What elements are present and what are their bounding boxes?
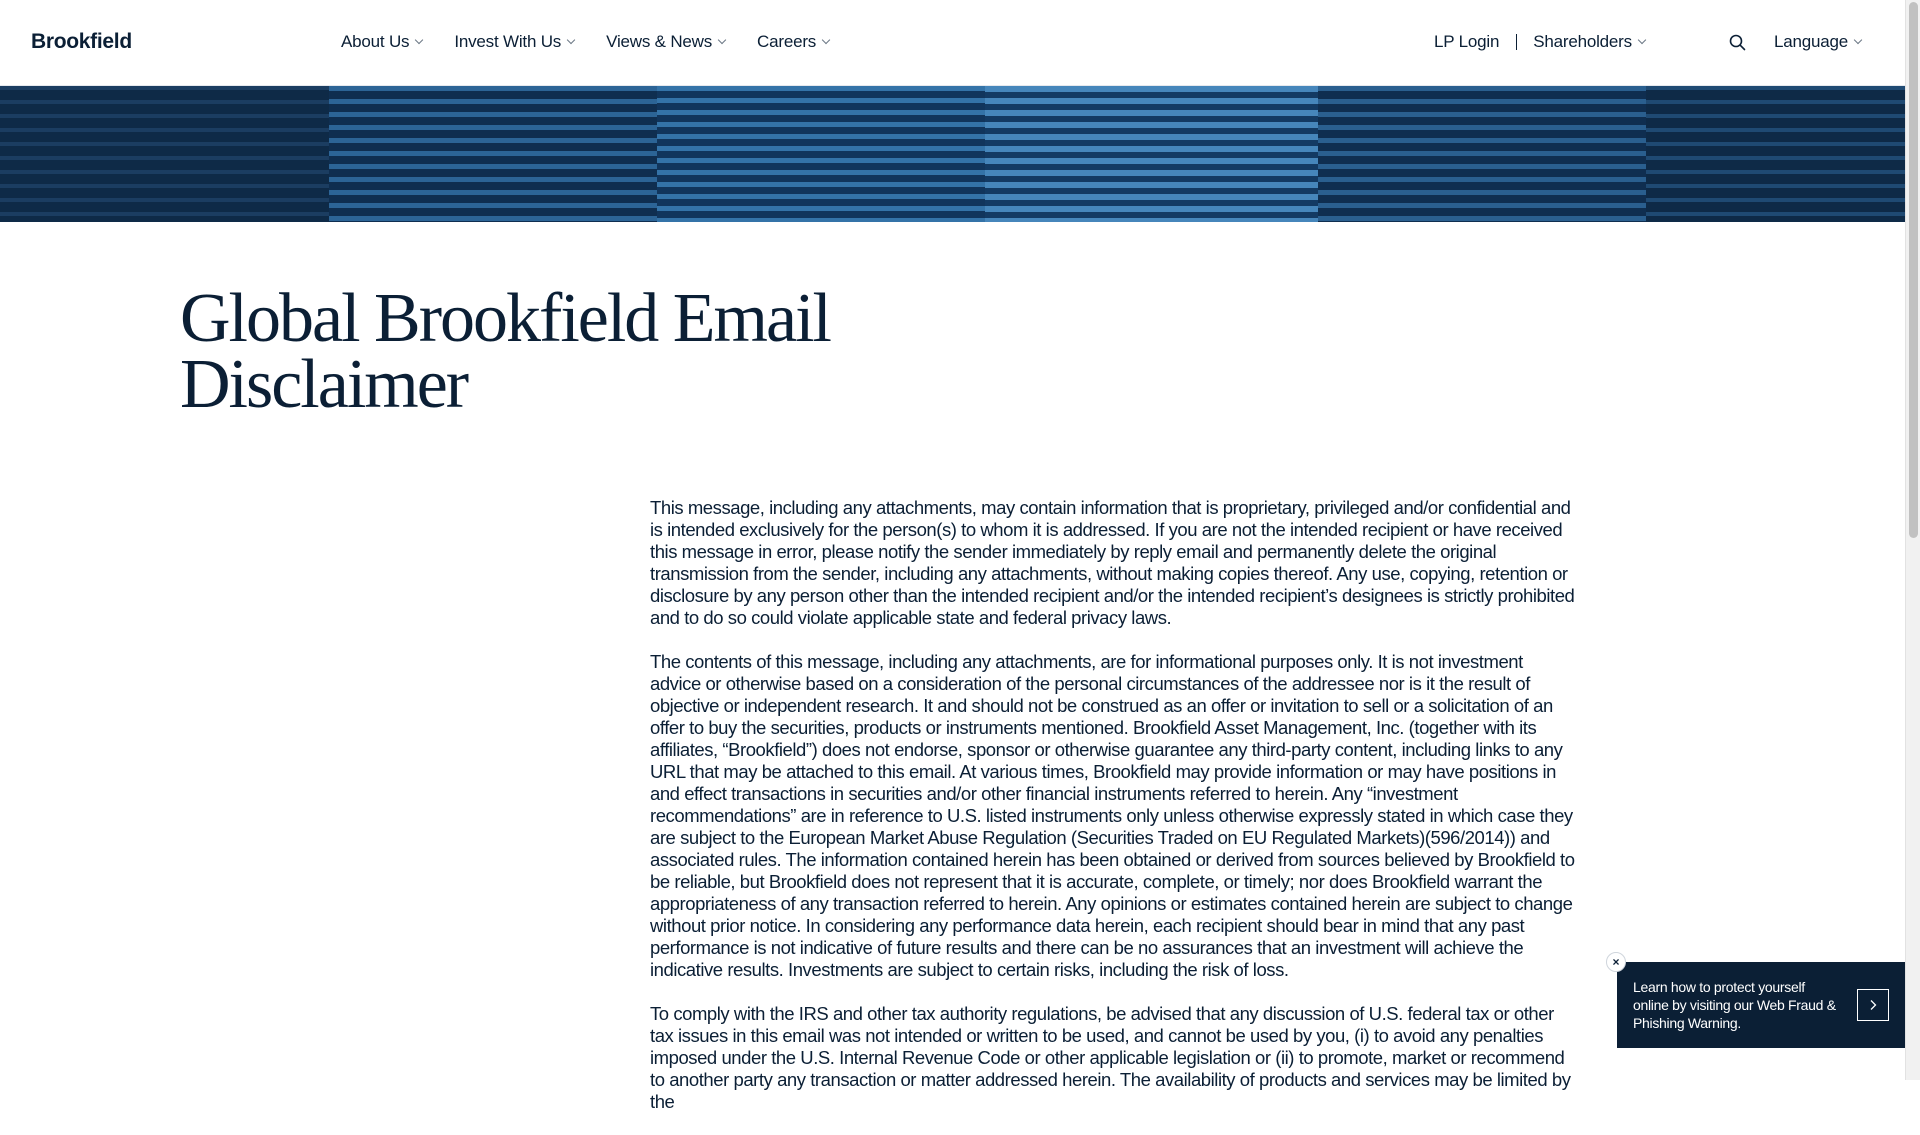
main-nav bbox=[341, 32, 861, 52]
page-scrollbar[interactable] bbox=[1905, 0, 1920, 1080]
chevron-down-icon bbox=[822, 36, 830, 44]
chevron-down-icon bbox=[567, 36, 575, 44]
page-title bbox=[180, 280, 940, 423]
nav-item-label: Views & News bbox=[606, 32, 713, 51]
nav-divider bbox=[1516, 34, 1517, 50]
nav-item-invest-with-us[interactable] bbox=[454, 32, 574, 52]
nav-item-about-us[interactable] bbox=[341, 32, 422, 52]
fraud-warning-popup bbox=[1617, 962, 1905, 1048]
nav-item-label: Careers bbox=[757, 32, 817, 51]
page-title-line: Global Brookfield Email bbox=[180, 280, 830, 357]
nav-item-label: Invest With Us bbox=[454, 32, 562, 51]
fraud-warning-link-button[interactable] bbox=[1857, 989, 1889, 1021]
shareholders-label: Shareholders bbox=[1533, 32, 1632, 51]
brookfield-logo[interactable]: Brookfield bbox=[31, 30, 132, 53]
scrollbar-thumb[interactable] bbox=[1909, 2, 1918, 538]
language-selector[interactable] bbox=[1774, 32, 1861, 52]
chevron-down-icon bbox=[718, 36, 726, 44]
chevron-down-icon bbox=[415, 36, 423, 44]
page-title-line: Disclaimer bbox=[180, 346, 468, 423]
banner-stripe-band bbox=[985, 86, 1318, 222]
site-header bbox=[0, 0, 1905, 86]
search-icon bbox=[1728, 33, 1748, 53]
utility-nav bbox=[1434, 32, 1645, 52]
banner-stripe-band bbox=[657, 86, 985, 222]
search-button[interactable] bbox=[1728, 33, 1748, 53]
popup-close-button[interactable]: × bbox=[1606, 952, 1626, 972]
chevron-down-icon bbox=[1638, 36, 1646, 44]
language-label: Language bbox=[1774, 32, 1849, 51]
chevron-down-icon bbox=[1854, 36, 1862, 44]
hero-banner bbox=[0, 86, 1905, 222]
shareholders-menu[interactable] bbox=[1533, 32, 1645, 52]
nav-item-label: About Us bbox=[341, 32, 410, 51]
banner-stripe-band bbox=[0, 86, 329, 222]
disclaimer-paragraph: To comply with the IRS and other tax authority regulations, be advised that any discussion of U.S. federal tax or other tax issues in this email was not intended or written to be used, and cannot be used by you, (i) to avoid any penalties imposed under the U.S. Internal Revenue Code or other applicable legislation or (ii) to promote, market or recommend to another party any transaction or matter addressed herein. The availability of products and services may be limited by the bbox=[650, 1003, 1571, 1112]
nav-item-views-news[interactable] bbox=[606, 32, 725, 52]
chevron-right-icon bbox=[1867, 999, 1879, 1011]
disclaimer-body bbox=[650, 497, 1575, 1135]
nav-item-careers[interactable] bbox=[757, 32, 829, 52]
banner-stripe-band bbox=[1318, 86, 1646, 222]
lp-login-link[interactable]: LP Login bbox=[1434, 32, 1500, 51]
disclaimer-paragraph: This message, including any attachments, may contain information that is proprietary, privileged and/or confidential and is intended exclusively for the person(s) to whom it is addressed. If you are not the intended recipient or have received this message in error, please notify the sender immediately by reply email and permanently delete the original transmission from the sender, including any attachments, without making copies thereof. Any use, copying, retention or disclosure by any person other than the intended recipient and/or the intended recipient’s designees is strictly prohibited and to do so could violate applicable state and federal privacy laws. bbox=[650, 497, 1575, 628]
banner-stripe-band bbox=[1646, 86, 1905, 222]
banner-stripe-band bbox=[329, 86, 657, 222]
fraud-warning-text: Learn how to protect yourself online by visiting our Web Fraud & Phishing Warning. bbox=[1633, 979, 1836, 1031]
disclaimer-paragraph: The contents of this message, including any attachments, are for informational purposes only. It is not investment advice or otherwise based on a consideration of the personal circumstances of the addressee nor is it the result of objective or independent research. It and should not be construed as an offer or invitation to sell or a solicitation of an offer to buy the securities, products or instruments mentioned. Brookfield Asset Management, Inc. (together with its affiliates, “Brookfield”) does not endorse, sponsor or otherwise guarantee any third-party content, including links to any URL that may be attached to this email. At various times, Brookfield may provide information or may have positions in and effect transactions in securities and/or other financial instruments referred to herein. Any “investment recommendations” are in reference to U.S. listed instruments only unless otherwise expressly stated in which case they are subject to the European Market Abuse Regulation (Securities Traded on EU Regulated Markets)(596/2014)) and associated rules. The information contained herein has been obtained or derived from sources believed by Brookfield to be reliable, but Brookfield does not represent that it is accurate, complete, or timely; nor does Brookfield warrant the appropriateness of any transaction referred to herein. Any opinions or estimates contained herein are subject to change without prior notice. In considering any performance data herein, each recipient should bear in mind that any past performance is not indicative of future results and there can be no assurances that an investment will achieve the indicative results. Investments are subject to certain risks, including the risk of loss. bbox=[650, 651, 1575, 980]
